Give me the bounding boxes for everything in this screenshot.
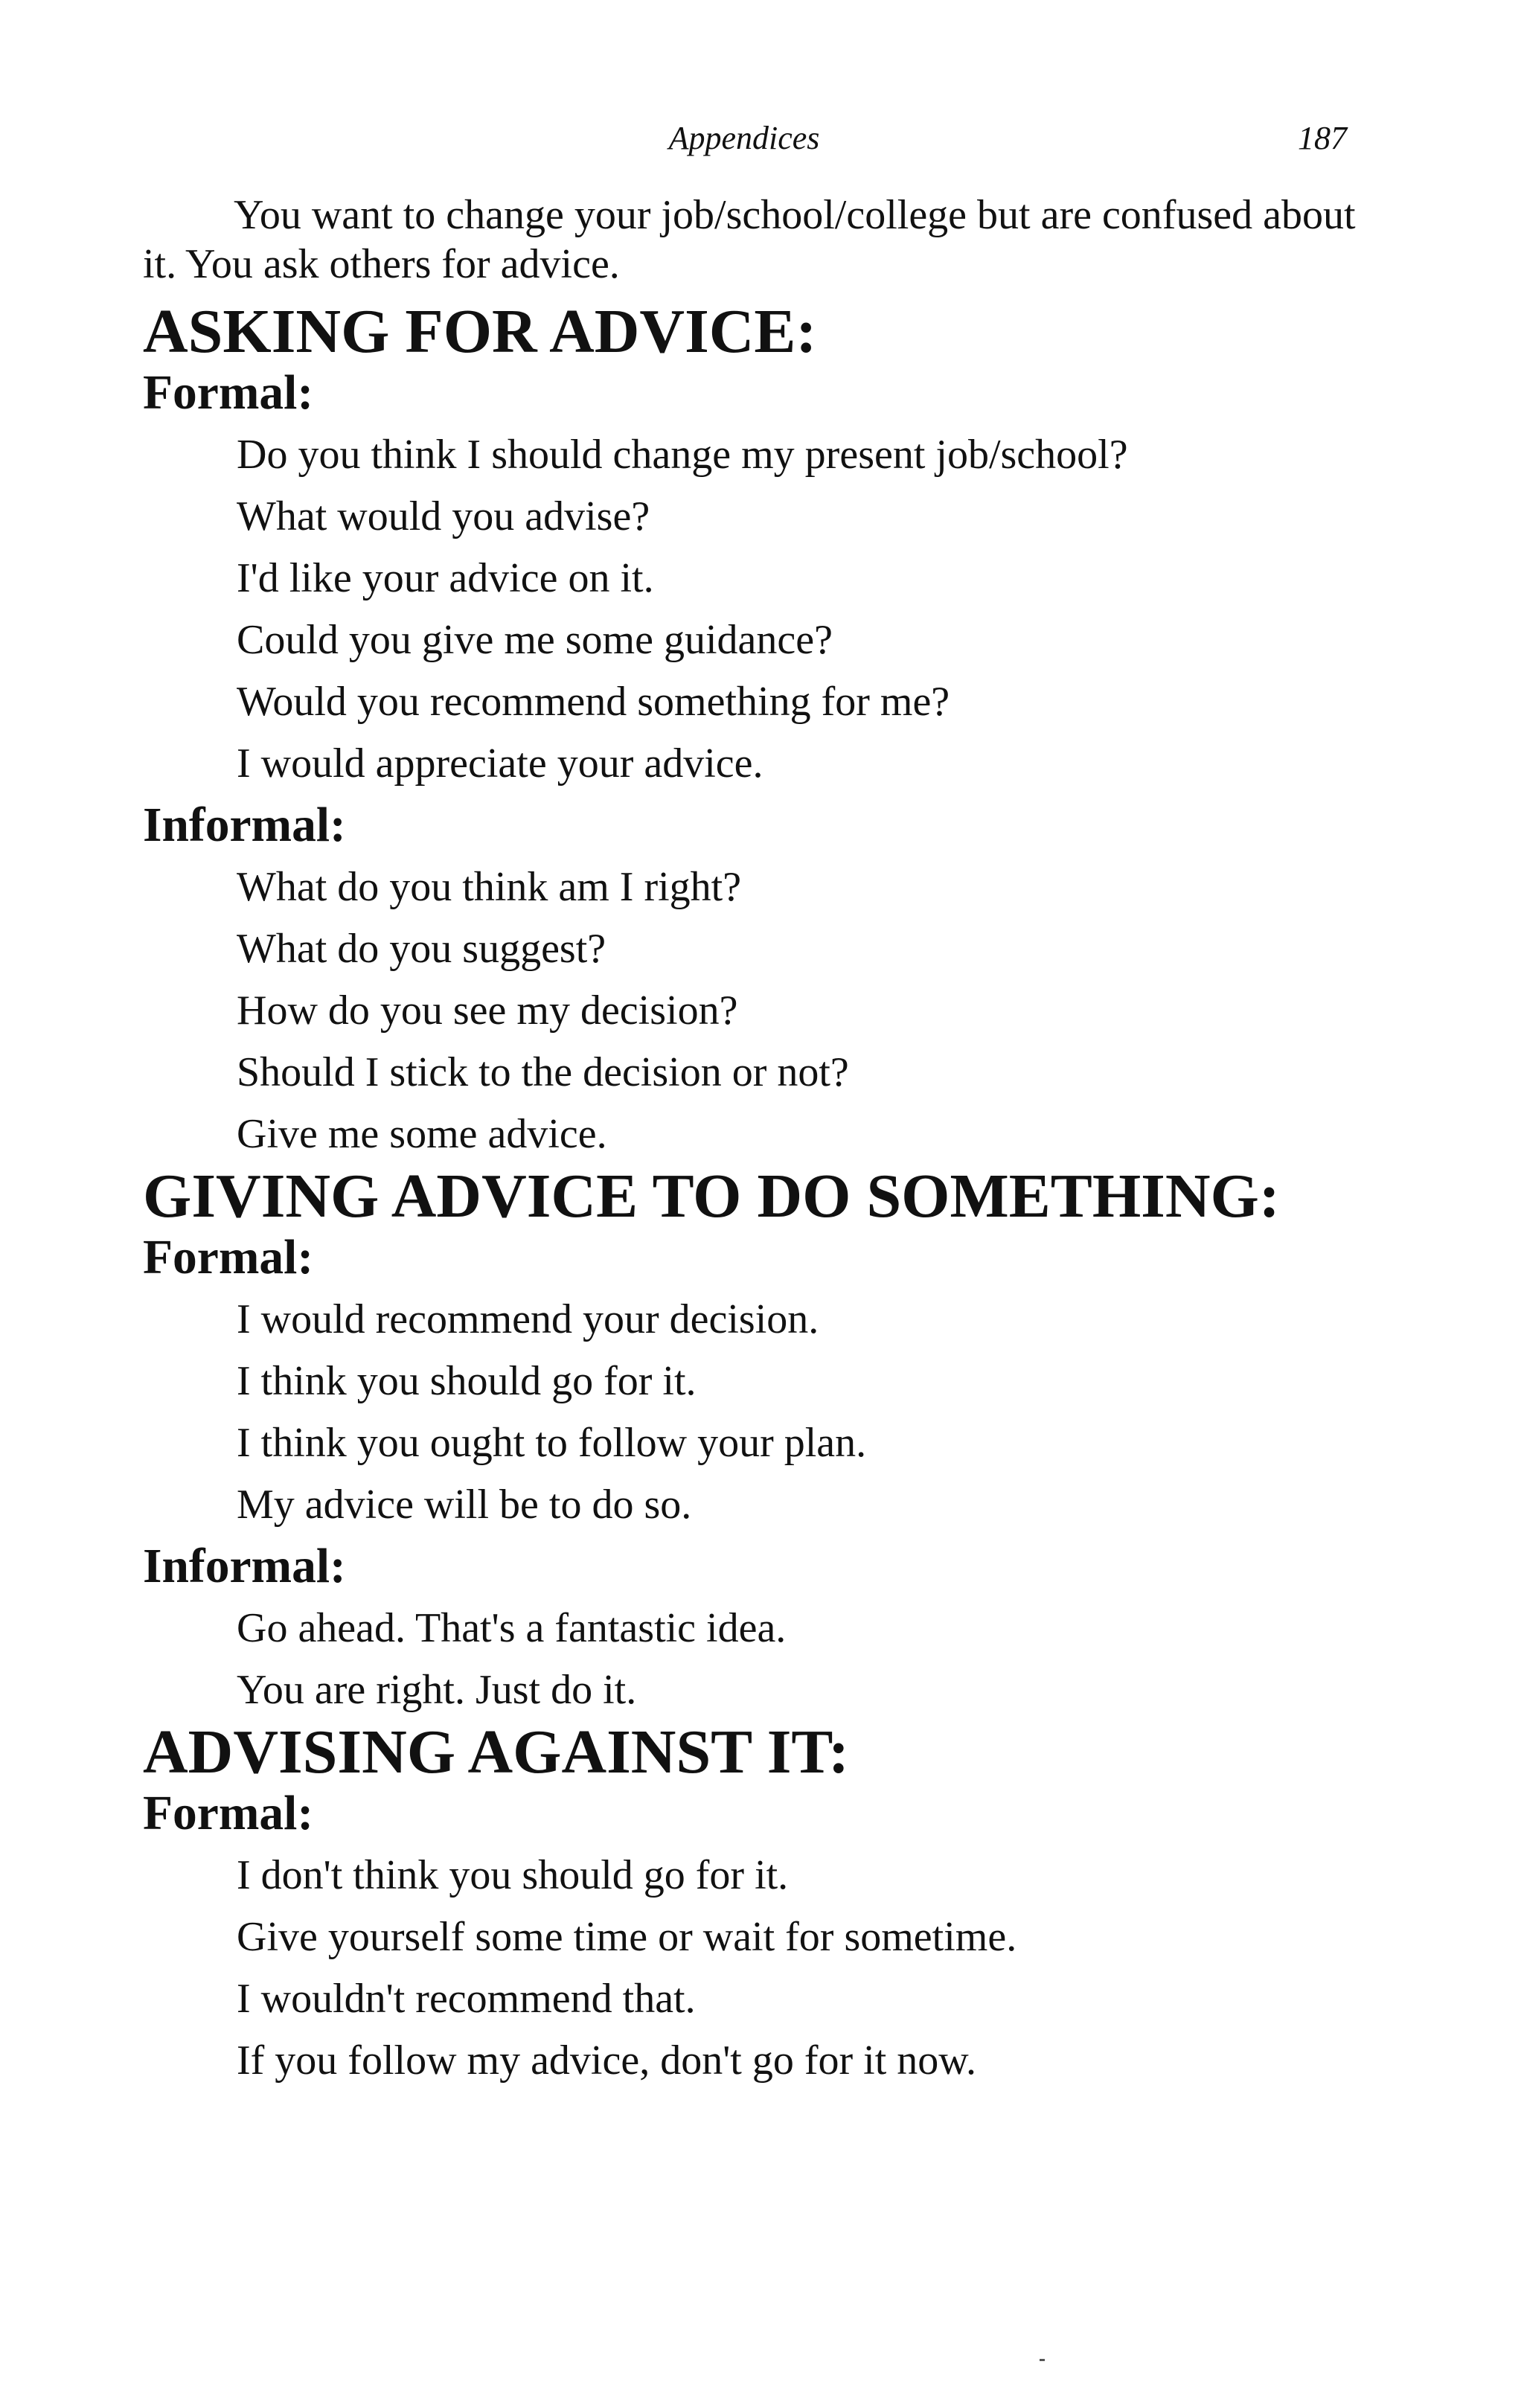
phrase-item: I think you should go for it.	[237, 1358, 697, 1404]
running-title: Appendices	[668, 120, 820, 156]
informal-phrase-list	[143, 1598, 1356, 1721]
phrase-item: Give me some advice.	[237, 1111, 607, 1157]
phrase-item: If you follow my advice, don't go for it now.	[237, 2037, 977, 2084]
phrase-item: Could you give me some guidance?	[237, 617, 833, 663]
informal-phrase-list	[143, 856, 1356, 1165]
phrase-item: What do you think am I right?	[237, 864, 742, 910]
phrase-item: I would appreciate your advice.	[237, 740, 763, 787]
formal-phrase-list	[143, 1845, 1356, 2092]
phrase-item: Would you recommend something for me?	[237, 679, 950, 725]
section-advising-against	[143, 1717, 1356, 2092]
phrase-item: How do you see my decision?	[237, 987, 738, 1034]
phrase-item: I wouldn't recommend that.	[237, 1976, 696, 2022]
phrase-item: I think you ought to follow your plan.	[237, 1420, 867, 1466]
phrase-item: My advice will be to do so.	[237, 1482, 692, 1528]
phrase-item: Give yourself some time or wait for sometime.	[237, 1914, 1017, 1960]
section-asking-for-advice	[143, 297, 1356, 1165]
section-heading: ADVISING AGAINST IT:	[143, 1717, 850, 1787]
phrase-item: What do you suggest?	[237, 926, 606, 972]
phrase-item: I would recommend your decision.	[237, 1296, 819, 1342]
section-giving-advice	[143, 1162, 1356, 1721]
phrase-item: What would you advise?	[237, 493, 650, 539]
section-heading: GIVING ADVICE TO DO SOMETHING:	[143, 1162, 1280, 1231]
phrase-item: Should I stick to the decision or not?	[237, 1049, 849, 1095]
page-body	[143, 190, 1356, 2092]
section-heading: ASKING FOR ADVICE:	[143, 297, 817, 366]
formal-label: Formal:	[143, 1787, 314, 1840]
phrase-item: You are right. Just do it.	[237, 1667, 637, 1713]
phrase-item: Do you think I should change my present job/school?	[237, 432, 1128, 478]
intro-paragraph: You want to change your job/school/college but are confused about it. You ask others for advice.	[143, 192, 1356, 287]
informal-label: Informal:	[143, 798, 346, 852]
page-number: 187	[1298, 120, 1347, 156]
phrase-item: I'd like your advice on it.	[237, 555, 654, 601]
phrase-item: I don't think you should go for it.	[237, 1852, 789, 1898]
formal-phrase-list	[143, 1289, 1356, 1536]
formal-label: Formal:	[143, 1231, 314, 1284]
scan-speck	[1040, 2359, 1045, 2361]
formal-label: Formal:	[143, 366, 314, 420]
informal-label: Informal:	[143, 1540, 346, 1593]
formal-phrase-list	[143, 424, 1356, 795]
running-head	[141, 119, 1347, 164]
phrase-item: Go ahead. That's a fantastic idea.	[237, 1605, 787, 1651]
